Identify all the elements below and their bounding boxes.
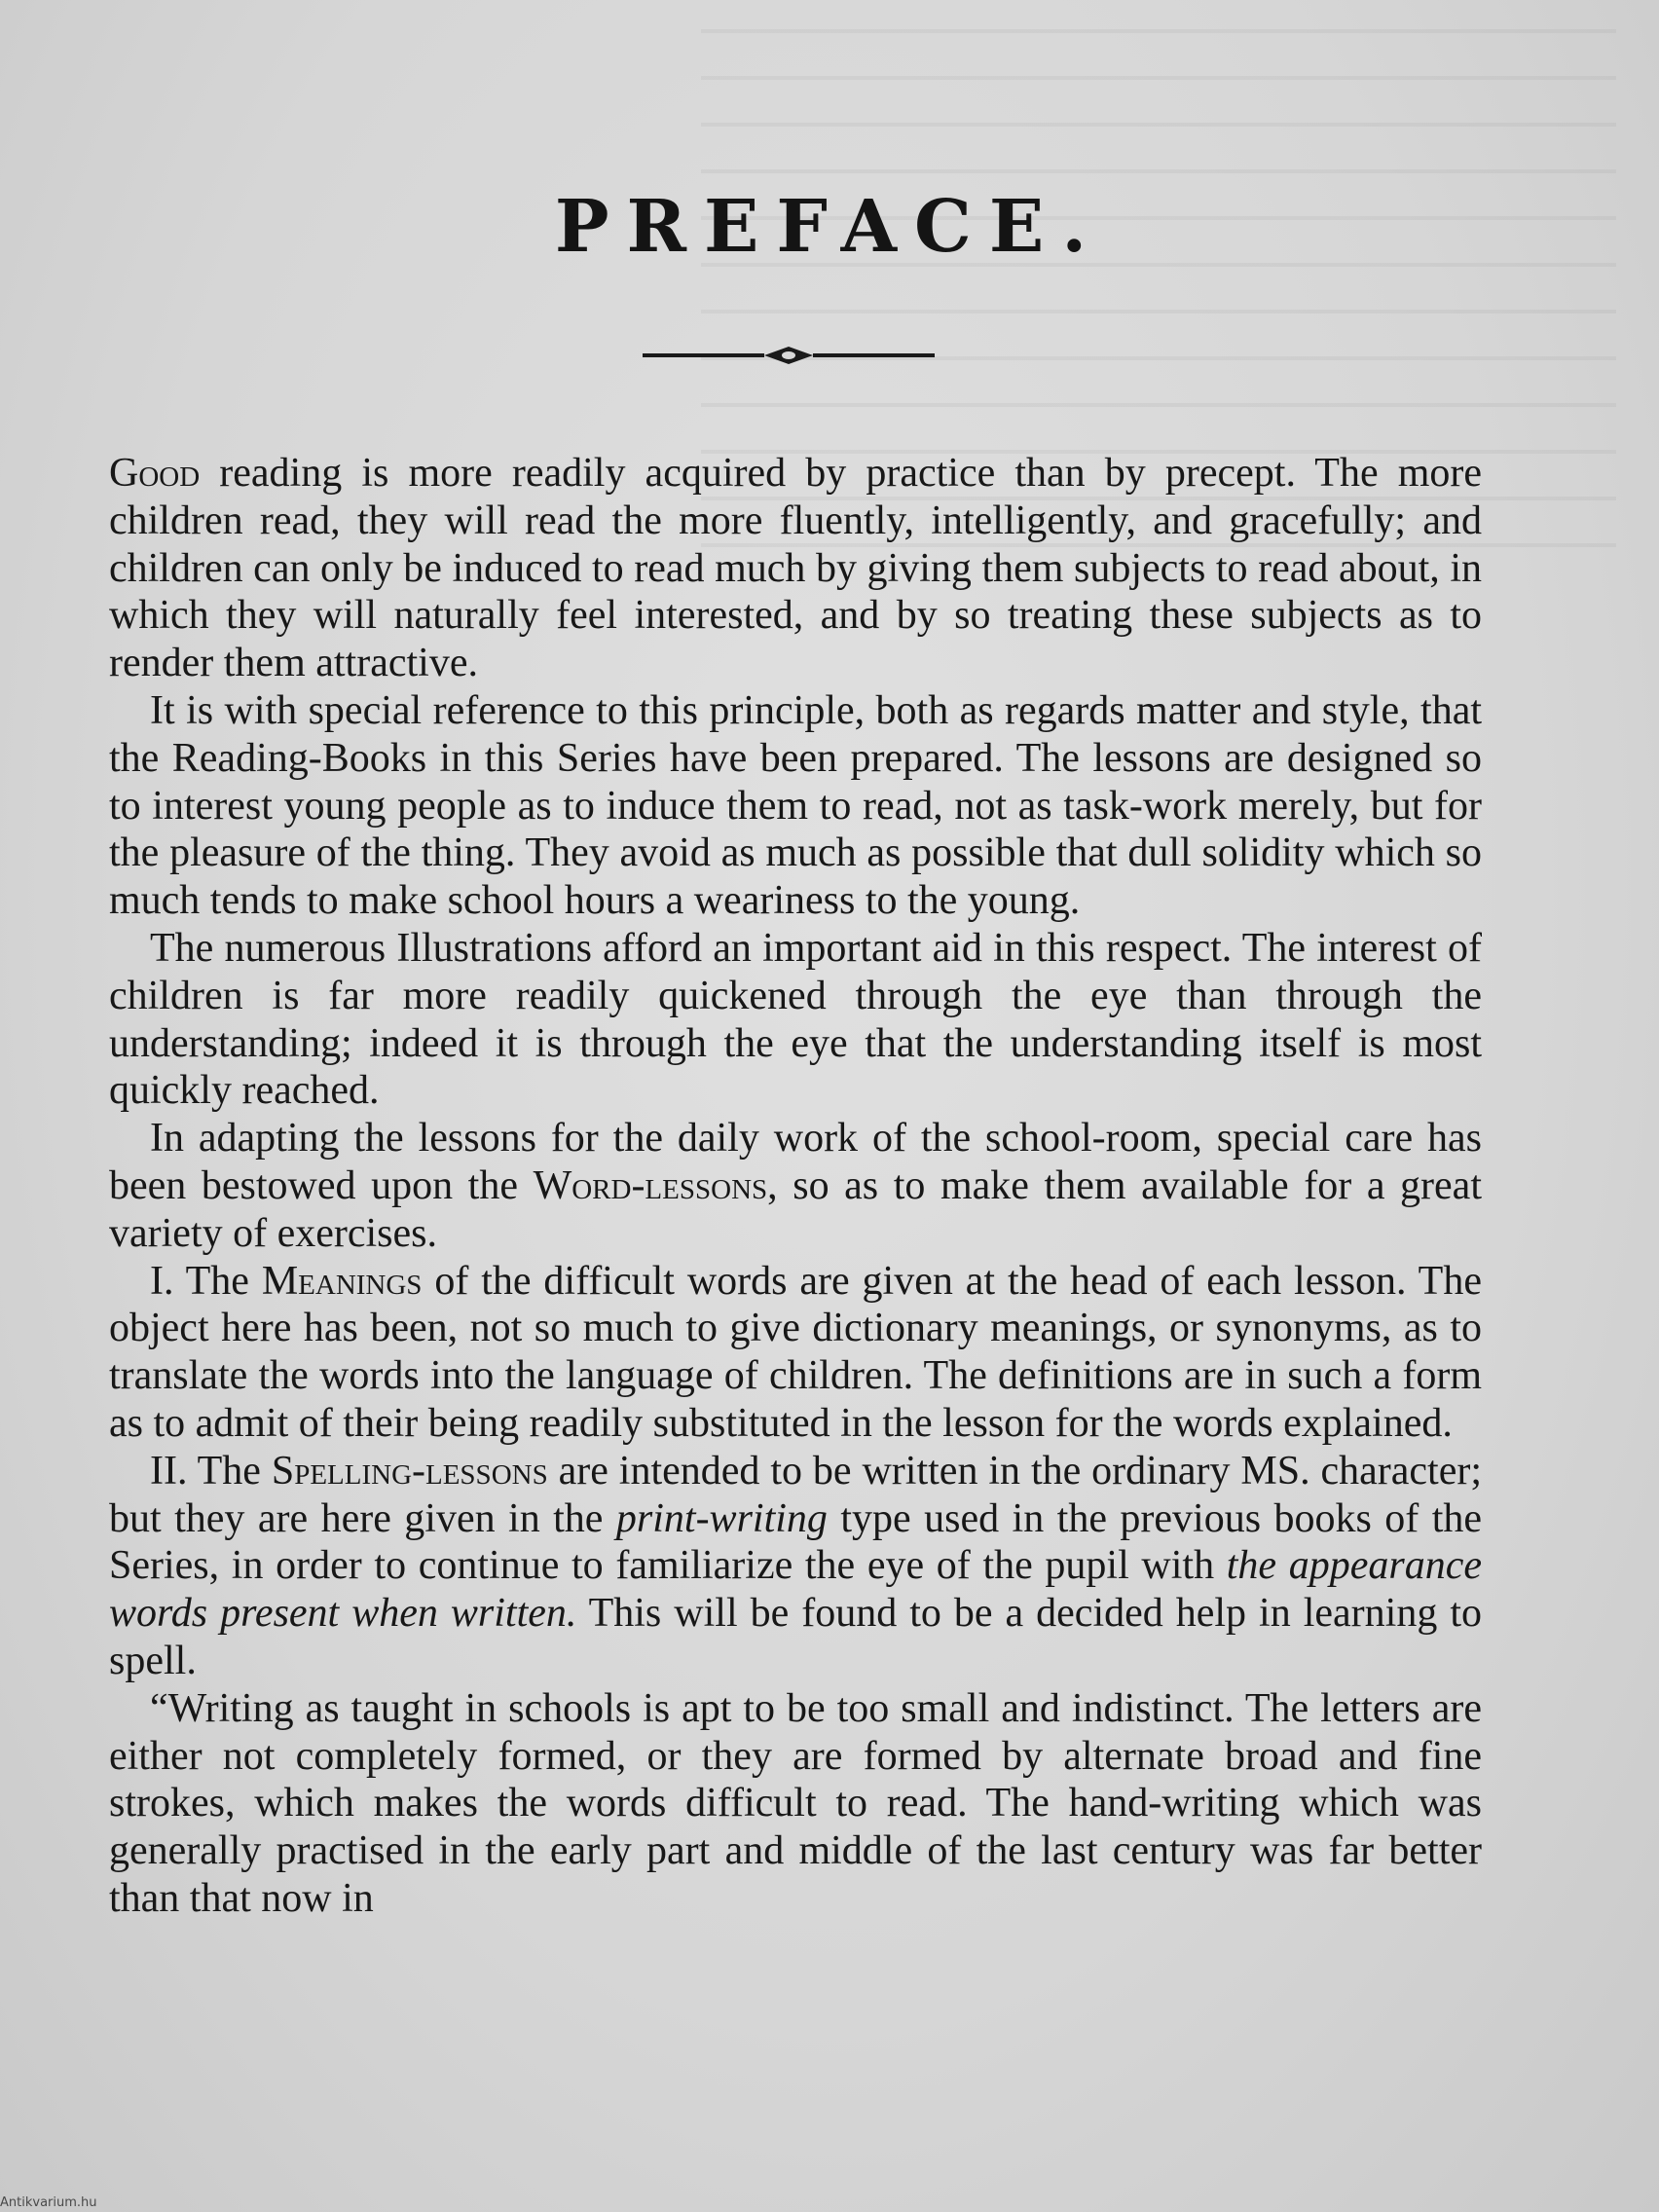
paragraph-5-pre: I. The [150,1258,262,1304]
paragraph-7: “Writing as taught in schools is apt to be too small and indistinct. The letters are either not completely formed, or they are formed by alternate broad and fine strokes, which makes the words difficult to read. The hand-writing which was generally practised in the early part and middle of the last century was far better than that now in [109,1685,1482,1921]
appearance-phrase: the appearance words present when written. [109,1543,1482,1637]
paragraph-5 [109,1258,1482,1448]
paragraph-6-post: This will be found to be a decided help in learning to spell. [109,1591,1482,1683]
page-title: PREFACE. [554,185,1105,269]
preface-body [109,450,1482,1923]
ornament-divider-icon [643,341,935,370]
spelling-lessons-term: Spelling-lessons [271,1448,548,1493]
paragraph-4-pre: In adapting the lessons for the daily work of the school-room, special care has been bestowed upon the [109,1116,1482,1208]
paragraph-3: The numerous Illustrations afford an important aid in this respect. The interest of children is far more readily quickened through the eye than through the understanding; indeed it is through the eye that the understanding itself is most quickly reached. [109,925,1482,1114]
word-lessons-term: Word-lessons [533,1162,768,1208]
paragraph-1-text: reading is more readily acquired by practice than by precept. The more children read, they will read the more fluently, intelligently, and gracefully; and children can only be induced to read much by giving them subjects to read about, in which they will naturally feel interested, and by so treating these subjects as to render them attractive. [109,451,1482,686]
paragraph-6 [109,1448,1482,1685]
paragraph-4 [109,1115,1482,1257]
paragraph-6-pre: II. The [150,1448,272,1493]
print-writing-term: print-writing [615,1495,828,1541]
paragraph-2: It is with special reference to this principle, both as regards matter and style, that the Reading-Books in this Series have been prepared. The lessons are designed so to interest young people as to induce them to read, not as task-work merely, but for the pleasure of the thing. They avoid as much as possible that dull solidity which so much tends to make school hours a weariness to the young. [109,687,1482,924]
paragraph-4-post: , so as to make them available for a great variety of exercises. [109,1162,1482,1256]
paragraph-5-post: of the difficult words are given at the head of each lesson. The object here has been, not so much to give dictionary meanings, or synonyms, as to translate the words into the language of children. The definitions are in such a form as to admit of their being readily substituted in the lesson for the words explained. [109,1258,1482,1446]
paragraph-1 [109,450,1482,687]
lead-word: Good [109,451,201,496]
meanings-term: Meanings [261,1258,423,1304]
watermark-text: Antikvarium.hu [0,2195,97,2210]
paragraph-6-mid1: are intended to be written in the ordinary MS. character; but they are here given in the [109,1448,1482,1541]
paragraph-6-mid2: type used in the previous books of the Series, in order to continue to familiarize the eye of the pupil with [109,1495,1483,1589]
